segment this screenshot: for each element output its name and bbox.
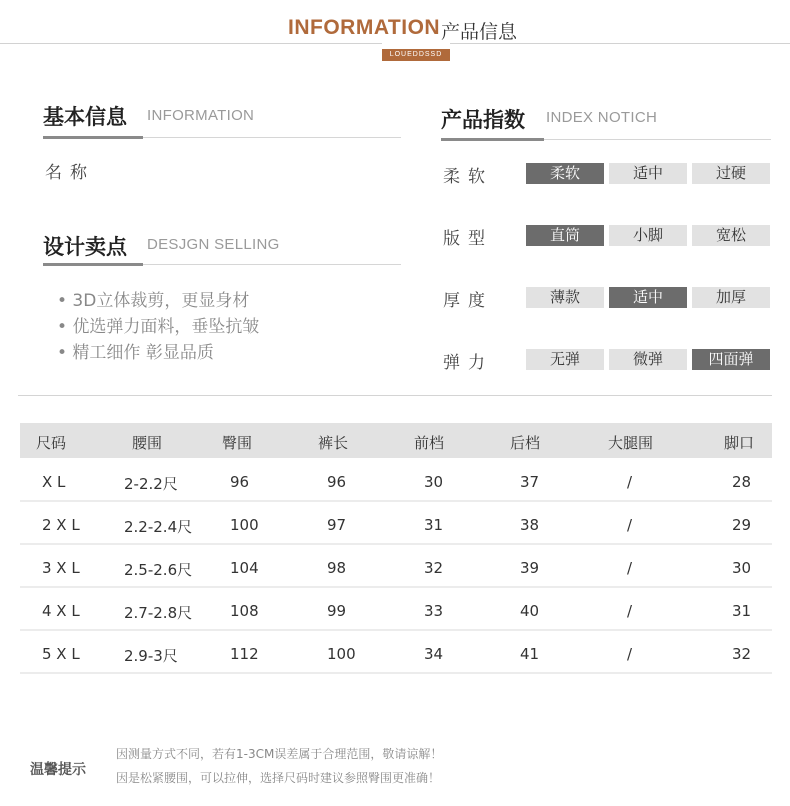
table-cell: 3 X L bbox=[42, 559, 80, 577]
index-option-selected: 四面弹 bbox=[692, 349, 770, 370]
table-cell: 32 bbox=[732, 645, 752, 663]
table-header-cell: 前档 bbox=[414, 434, 445, 452]
index-option: 宽松 bbox=[692, 225, 770, 246]
index-option: 小脚 bbox=[609, 225, 687, 246]
tips-title: 温馨提示 bbox=[30, 762, 86, 778]
table-cell: 37 bbox=[520, 473, 540, 491]
name-label: 名称 bbox=[45, 163, 95, 183]
table-cell: 4 X L bbox=[42, 602, 80, 620]
section-divider bbox=[18, 395, 772, 396]
table-cell: / bbox=[627, 473, 633, 491]
index-option-selected: 直筒 bbox=[526, 225, 604, 246]
table-cell: 31 bbox=[424, 516, 444, 534]
table-cell: X L bbox=[42, 473, 66, 491]
table-cell: 100 bbox=[230, 516, 259, 534]
table-cell: 32 bbox=[424, 559, 444, 577]
header-title-cn: 产品信息 bbox=[441, 21, 518, 43]
table-cell: 2.9-3尺 bbox=[124, 647, 178, 665]
table-cell: 40 bbox=[520, 602, 540, 620]
table-header-cell: 脚口 bbox=[724, 434, 755, 452]
index-label: 弹力 bbox=[443, 353, 493, 373]
tip-line: 因是松紧腰围，可以拉伸，选择尺码时建议参照臀围更准确！ bbox=[116, 771, 441, 785]
table-cell: 28 bbox=[732, 473, 752, 491]
brand-badge: LOUEDDSSD bbox=[382, 49, 450, 61]
table-cell: / bbox=[627, 559, 633, 577]
table-row-divider bbox=[20, 543, 772, 545]
table-cell: 97 bbox=[327, 516, 347, 534]
table-cell: 5 X L bbox=[42, 645, 80, 663]
table-row-divider bbox=[20, 629, 772, 631]
table-cell: 34 bbox=[424, 645, 444, 663]
table-cell: 2.2-2.4尺 bbox=[124, 518, 193, 536]
header-rule-left bbox=[0, 43, 382, 44]
design-subtitle: DESJGN SELLING bbox=[147, 236, 280, 253]
table-cell: 39 bbox=[520, 559, 540, 577]
index-option: 微弹 bbox=[609, 349, 687, 370]
table-row-divider bbox=[20, 586, 772, 588]
index-option: 薄款 bbox=[526, 287, 604, 308]
index-title: 产品指数 bbox=[441, 108, 525, 132]
table-cell: 38 bbox=[520, 516, 540, 534]
table-cell: 30 bbox=[732, 559, 752, 577]
selling-point: • 3D立体裁剪，更显身材 bbox=[57, 291, 250, 311]
index-label: 版型 bbox=[443, 229, 493, 249]
index-option: 无弹 bbox=[526, 349, 604, 370]
table-cell: / bbox=[627, 645, 633, 663]
table-cell: 33 bbox=[424, 602, 444, 620]
table-header-cell: 后档 bbox=[510, 434, 541, 452]
table-cell: 112 bbox=[230, 645, 259, 663]
basic-info-underline bbox=[43, 136, 143, 139]
table-header-cell: 尺码 bbox=[36, 434, 67, 452]
table-cell: 96 bbox=[327, 473, 347, 491]
table-cell: 99 bbox=[327, 602, 347, 620]
table-cell: 104 bbox=[230, 559, 259, 577]
table-header-cell: 腰围 bbox=[132, 434, 163, 452]
table-header-cell: 大腿围 bbox=[608, 434, 654, 452]
table-cell: 2 X L bbox=[42, 516, 80, 534]
header-title-en: INFORMATION bbox=[288, 16, 441, 39]
basic-info-subtitle: INFORMATION bbox=[147, 107, 255, 124]
design-underline bbox=[43, 263, 143, 266]
table-cell: / bbox=[627, 602, 633, 620]
index-label: 厚度 bbox=[443, 291, 493, 311]
table-cell: 29 bbox=[732, 516, 752, 534]
selling-point: • 优选弹力面料，垂坠抗皱 bbox=[57, 317, 260, 337]
index-option: 适中 bbox=[609, 163, 687, 184]
table-cell: 41 bbox=[520, 645, 540, 663]
tip-line: 因测量方式不同，若有1-3CM误差属于合理范围，敬请谅解！ bbox=[116, 747, 443, 761]
table-row-divider bbox=[20, 672, 772, 674]
table-cell: 108 bbox=[230, 602, 259, 620]
table-cell: 30 bbox=[424, 473, 444, 491]
table-header-cell: 裤长 bbox=[318, 434, 349, 452]
index-option: 加厚 bbox=[692, 287, 770, 308]
table-header-cell: 臀围 bbox=[222, 434, 253, 452]
table-cell: 2.7-2.8尺 bbox=[124, 604, 193, 622]
index-option-selected: 柔软 bbox=[526, 163, 604, 184]
table-cell: 2-2.2尺 bbox=[124, 475, 178, 493]
table-cell: 2.5-2.6尺 bbox=[124, 561, 193, 579]
table-cell: / bbox=[627, 516, 633, 534]
index-subtitle: INDEX NOTICH bbox=[546, 109, 658, 126]
table-cell: 100 bbox=[327, 645, 356, 663]
table-cell: 96 bbox=[230, 473, 250, 491]
index-option: 过硬 bbox=[692, 163, 770, 184]
index-underline bbox=[441, 138, 544, 141]
table-cell: 31 bbox=[732, 602, 752, 620]
index-option-selected: 适中 bbox=[609, 287, 687, 308]
index-label: 柔软 bbox=[443, 167, 493, 187]
design-title: 设计卖点 bbox=[43, 235, 127, 259]
table-row-divider bbox=[20, 500, 772, 502]
table-cell: 98 bbox=[327, 559, 347, 577]
basic-info-title: 基本信息 bbox=[43, 105, 127, 129]
selling-point: • 精工细作 彰显品质 bbox=[57, 343, 214, 363]
